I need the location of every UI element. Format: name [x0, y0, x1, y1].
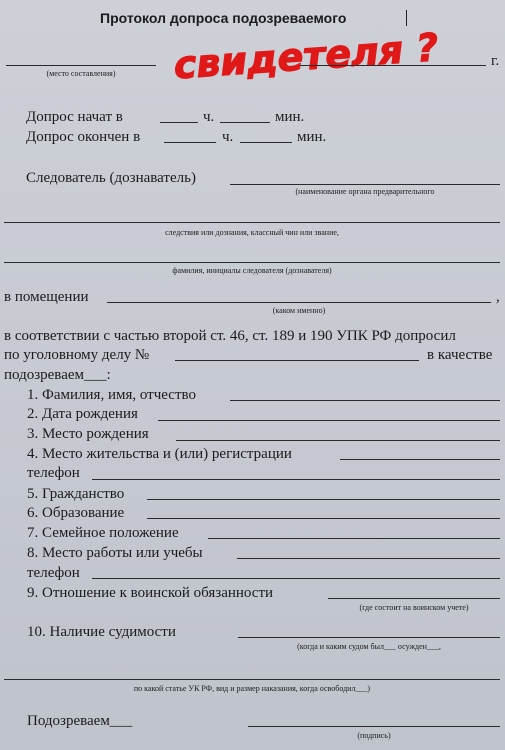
field-residence-label: 4. Место жительства и (или) регистрации: [27, 446, 292, 462]
field-military-label: 9. Отношение к воинской обязанности: [27, 585, 274, 601]
investigator-caption-3: фамилия, инициалы следователя (дознавателя): [172, 266, 332, 275]
field-birth-date-label: 2. Дата рождения: [27, 406, 138, 422]
field-phone-label-1: телефон: [27, 465, 80, 481]
investigator-label: Следователь (дознаватель): [26, 170, 196, 186]
ended-minutes-line[interactable]: [240, 142, 292, 143]
ended-minutes-unit: мин.: [297, 129, 327, 145]
investigator-line-2[interactable]: [4, 222, 500, 223]
field-citizenship-line[interactable]: [147, 499, 500, 500]
field-full-name-label: 1. Фамилия, имя, отчество: [27, 387, 196, 403]
handwritten-correction: [165, 8, 505, 88]
footer-suspect-label: Подозреваем___: [27, 713, 133, 729]
started-label: Допрос начат в: [26, 109, 123, 125]
investigator-line-3[interactable]: [4, 262, 500, 263]
field-birth-place-label: 3. Место рождения: [27, 426, 149, 442]
signature-line[interactable]: [248, 726, 500, 727]
suspect-label: подозреваем___:: [4, 367, 111, 383]
ended-hours-unit: ч.: [222, 129, 234, 145]
room-caption: (каком именно): [272, 306, 326, 315]
field-convictions-label: 10. Наличие судимости: [27, 624, 176, 640]
started-hours-unit: ч.: [203, 109, 215, 125]
svg-text:свидетеля ?: свидетеля ?: [172, 25, 440, 88]
place-line[interactable]: [6, 65, 156, 66]
field-full-name-line[interactable]: [230, 400, 500, 401]
field-phone-label-2: телефон: [27, 565, 80, 581]
signature-caption: (подпись): [357, 731, 391, 740]
field-work-label: 8. Место работы или учебы: [27, 545, 203, 561]
field-convictions-line-2[interactable]: [4, 679, 500, 680]
field-education-line[interactable]: [147, 518, 500, 519]
investigator-caption-2: следствия или дознания, классный чин или звание,: [165, 228, 339, 237]
place-caption: (место составления): [46, 69, 116, 78]
started-minutes-unit: мин.: [275, 109, 305, 125]
started-minutes-line[interactable]: [220, 122, 270, 123]
ended-hours-line[interactable]: [164, 142, 216, 143]
document-title: Протокол допроса подозреваемого: [100, 10, 347, 26]
legal-basis-text: в соответствии с частью второй ст. 46, ст. 189 и 190 УПК РФ допросил: [4, 328, 456, 344]
field-education-label: 6. Образование: [27, 505, 125, 521]
year-suffix: г.: [491, 53, 500, 69]
field-marital-line[interactable]: [208, 538, 500, 539]
field-work-line[interactable]: [237, 558, 500, 559]
field-phone-line-1[interactable]: [92, 479, 500, 480]
field-residence-line[interactable]: [340, 459, 500, 460]
field-marital-label: 7. Семейное положение: [27, 525, 179, 541]
field-military-line[interactable]: [328, 598, 500, 599]
field-convictions-caption-1: (когда и каким судом был___ осужден___,: [297, 642, 441, 651]
room-comma: ,: [496, 289, 500, 305]
case-number-line[interactable]: [175, 360, 419, 361]
room-label: в помещении: [4, 289, 89, 305]
investigator-caption-1: (наименование органа предварительного: [295, 187, 435, 196]
field-convictions-caption-2: по какой статье УК РФ, вид и размер наказания, когда освободил___): [133, 684, 371, 693]
field-military-caption: (где состоит на воинском учете): [359, 603, 469, 612]
investigator-line[interactable]: [230, 184, 500, 185]
field-convictions-line[interactable]: [238, 637, 500, 638]
field-birth-place-line[interactable]: [176, 440, 500, 441]
field-citizenship-label: 5. Гражданство: [27, 486, 125, 502]
ended-label: Допрос окончен в: [26, 129, 141, 145]
as-label: в качестве: [427, 347, 493, 363]
field-phone-line-2[interactable]: [92, 578, 500, 579]
started-hours-line[interactable]: [160, 122, 198, 123]
room-line[interactable]: [107, 302, 491, 303]
date-line[interactable]: [300, 65, 486, 66]
field-birth-date-line[interactable]: [158, 420, 500, 421]
case-label: по уголовному делу №: [4, 347, 150, 363]
